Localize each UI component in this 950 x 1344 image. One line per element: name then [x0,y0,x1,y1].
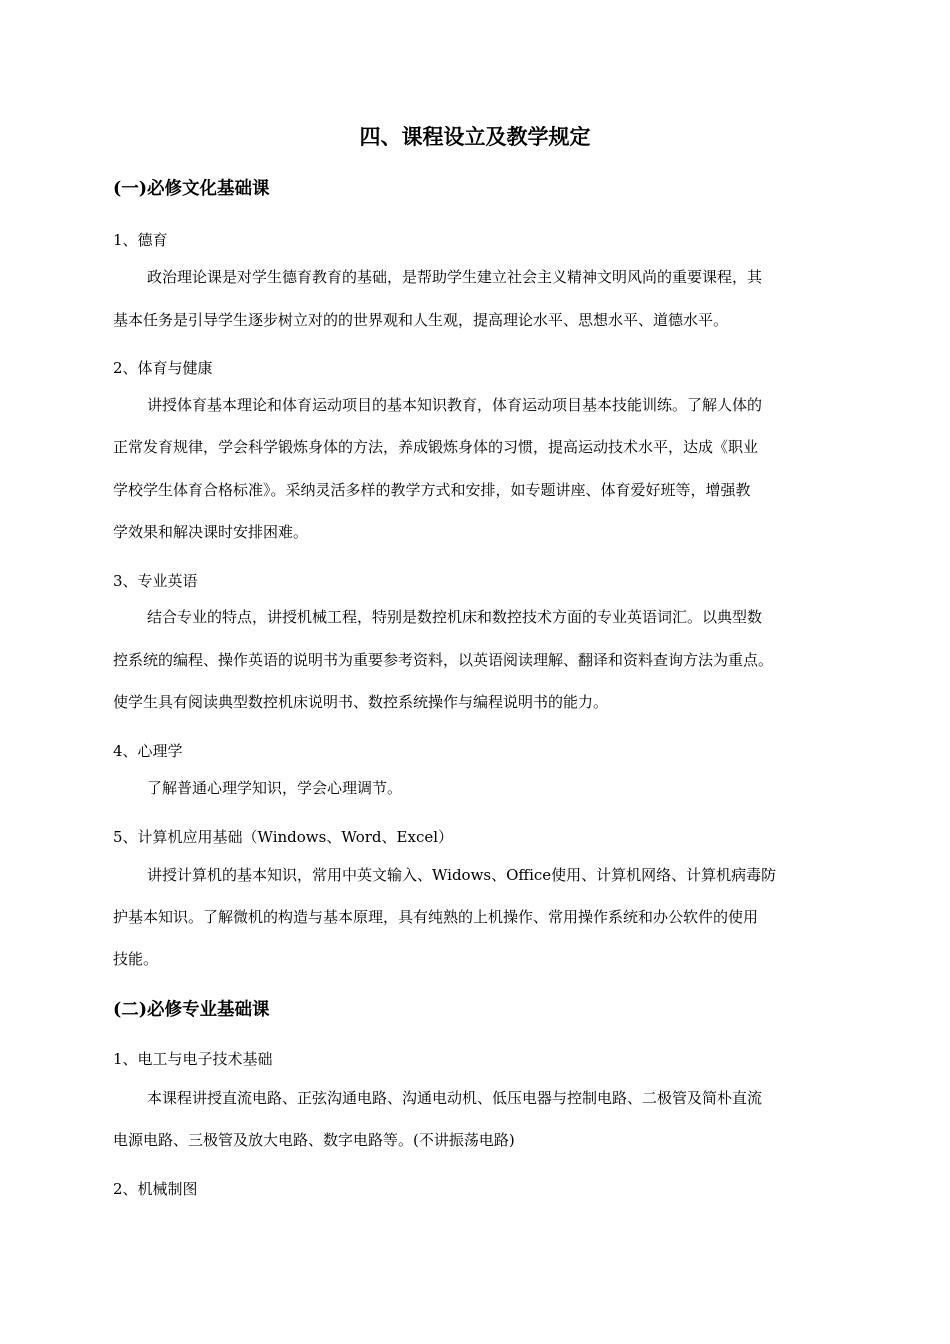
item-heading-computer-basics: 5、计算机应用基础（Windows、Word、Excel） [113,828,454,846]
paragraph-line: 基本任务是引导学生逐步树立对的的世界观和人生观，提高理论水平、思想水平、道德水平。 [113,311,729,329]
item-heading-psychology: 4、心理学 [113,742,183,760]
paragraph-line: 结合专业的特点，讲授机械工程，特别是数控机床和数控技术方面的专业英语词汇。以典型数 [147,608,763,626]
paragraph-line: 政治理论课是对学生德育教育的基础，是帮助学生建立社会主义精神文明风尚的重要课程，其 [147,268,763,286]
paragraph-line: 控系统的编程、操作英语的说明书为重要参考资料，以英语阅读理解、翻译和资料查询方法为重点。 [113,651,774,669]
paragraph-line: 了解普通心理学知识，学会心理调节。 [147,779,403,797]
page-title: 四、课程设立及教学规定 [359,124,591,149]
item-heading-mechanical-drawing: 2、机械制图 [113,1180,198,1198]
item-heading-electrical-electronics: 1、电工与电子技术基础 [113,1050,273,1068]
section-heading-required-professional: (二)必修专业基础课 [113,1000,270,1020]
paragraph-line: 学校学生体育合格标准》。采纳灵活多样的教学方式和安排，如专题讲座、体育爱好班等，增强教 [113,481,751,499]
paragraph-line: 技能。 [113,950,159,968]
paragraph-line: 本课程讲授直流电路、正弦沟通电路、沟通电动机、低压电器与控制电路、二极管及简朴直流 [147,1089,763,1107]
item-heading-pe-health: 2、体育与健康 [113,359,213,377]
paragraph-line: 讲授计算机的基本知识，常用中英文输入、Widows、Office使用、计算机网络、计算机病毒防 [147,866,777,884]
paragraph-line: 护基本知识。了解微机的构造与基本原理，具有纯熟的上机操作、常用操作系统和办公软件的使用 [113,908,759,926]
paragraph-line: 正常发育规律，学会科学锻炼身体的方法，养成锻炼身体的习惯，提高运动技术水平，达成《职业 [113,438,759,456]
paragraph-line: 使学生具有阅读典型数控机床说明书、数控系统操作与编程说明书的能力。 [113,693,609,711]
paragraph-line: 学效果和解决课时安排困难。 [113,523,309,541]
item-heading-moral-education: 1、德育 [113,231,168,249]
paragraph-line: 电源电路、三极管及放大电路、数字电路等。(不讲振荡电路) [113,1131,515,1149]
item-heading-professional-english: 3、专业英语 [113,572,198,590]
paragraph-line: 讲授体育基本理论和体育运动项目的基本知识教育，体育运动项目基本技能训练。了解人体的 [147,396,763,414]
section-heading-required-culture: (一)必修文化基础课 [113,179,270,199]
